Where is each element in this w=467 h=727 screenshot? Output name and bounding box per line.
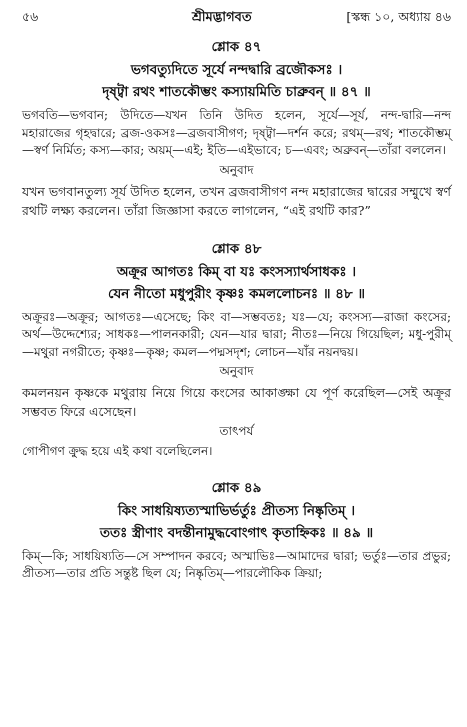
page-number: ৫৬: [22, 9, 39, 24]
sloka-line: অক্রূর আগতঃ কিম্ বা যঃ কংসস্যার্থসাধকঃ ।: [116, 263, 357, 280]
verse-section-47: [22, 36, 451, 220]
translation-label: অনুবাদ: [219, 364, 254, 378]
translation-label: অনুবাদ: [219, 162, 254, 177]
word-meaning: কিম্—কি; সাধয়িষ্যতি—সে সম্পাদন করবে; অস্মাভিঃ—আমাদের দ্বারা; ভর্তুঃ—তার প্রভুর; প্রীতস্য—তার প্রতি সন্তুষ্ট ছিল যে; নিষ্কৃতিম্—পারলৌকিক ক্রিয়া;: [22, 548, 451, 580]
verse-heading: শ্লোক ৪৯: [211, 479, 262, 496]
word-meaning: ভগবতি—ভগবান; উদিতে—যখন তিনি উদিত হলেন, সূর্যে—সূর্য, নন্দ-দ্বারি—নন্দ মহারাজের গৃহদ্বারে; ব্রজ-ওকসঃ—ব্রজবাসীগণ; দৃষ্ট্বা—দর্শন করে; রথম্—রথ; শাতকৌম্ভম্—স্বর্ণ নির্মিত; কস্য—কার; অয়ম্—এই; ইতি—এইভাবে; চ—এবং; অব্রুবন্—তাঁরা বললেন।: [22, 108, 451, 157]
book-title: শ্রীমদ্ভাগবত: [192, 10, 252, 25]
purport-label: তাৎপর্য: [219, 424, 254, 438]
sloka-line: যেন নীতো মধুপুরীং কৃষ্ণঃ কমললোচনঃ ॥ ৪৮ ॥: [107, 285, 366, 302]
sloka-line: ততঃ স্ত্রীণাং বদন্তীনামুদ্ধবোংগাৎ কৃতাহ্নিকঃ ॥ ৪৯ ॥: [99, 524, 374, 541]
verse-heading: শ্লোক ৪৭: [211, 39, 262, 55]
purport-text: গোপীগণ ক্রুদ্ধ হয়ে এই কথা বলেছিলেন।: [22, 444, 213, 458]
verse-section-48: [22, 238, 451, 461]
sloka-line: ভগবত্যুদিতে সূর্যে নন্দদ্বারি ব্রজৌকসঃ ।: [130, 62, 343, 78]
translation-text: কমলনয়ন কৃষ্ণকে মথুরায় নিয়ে গিয়ে কংসের আকাঙ্ক্ষা যে পূর্ণ করেছিল—সেই অক্রূর সম্ভবত ফিরে এসেছেন।: [22, 385, 451, 419]
translation-text: যখন ভগবানতুল্য সূর্য উদিত হলেন, তখন ব্রজবাসীগণ নন্দ মহারাজের দ্বারের সম্মুখে স্বর্ণ রথটি লক্ষ্য করলেন। তাঁরা জিজ্ঞাসা করতে লাগলেন, “এই রথটি কার?”: [22, 183, 451, 218]
verse-heading: শ্লোক ৪৮: [211, 240, 262, 257]
sloka-line: কিং সাধয়িষ্যত্যস্মাভির্ভর্তুঃ প্রীতস্য নিষ্কৃতিম্ ।: [117, 502, 356, 519]
sloka-line: দৃষ্ট্বা রথং শাতকৌম্ভং কস্যায়মিতি চাব্রুবন্ ॥ ৪৭ ॥: [102, 84, 371, 100]
verse-section-49: [22, 477, 451, 583]
running-header: [22, 0, 451, 30]
chapter-reference: [স্কন্ধ ১০, অধ্যায় ৪৬: [346, 9, 451, 24]
word-meaning: অক্রূরঃ—অক্রূর; আগতঃ—এসেছে; কিং বা—সম্ভবতঃ; যঃ—যে; কংসস্য—রাজা কংসের; অর্থ—উদ্দেশ্যের; সাধকঃ—পালনকারী; যেন—যার দ্বারা; নীতঃ—নিয়ে গিয়েছিল; মধু-পুরীম্—মথুরা নগরীতে; কৃষ্ণঃ—কৃষ্ণ; কমল—পদ্মসদৃশ; লোচন—যাঁর নয়নদ্বয়।: [22, 309, 451, 359]
